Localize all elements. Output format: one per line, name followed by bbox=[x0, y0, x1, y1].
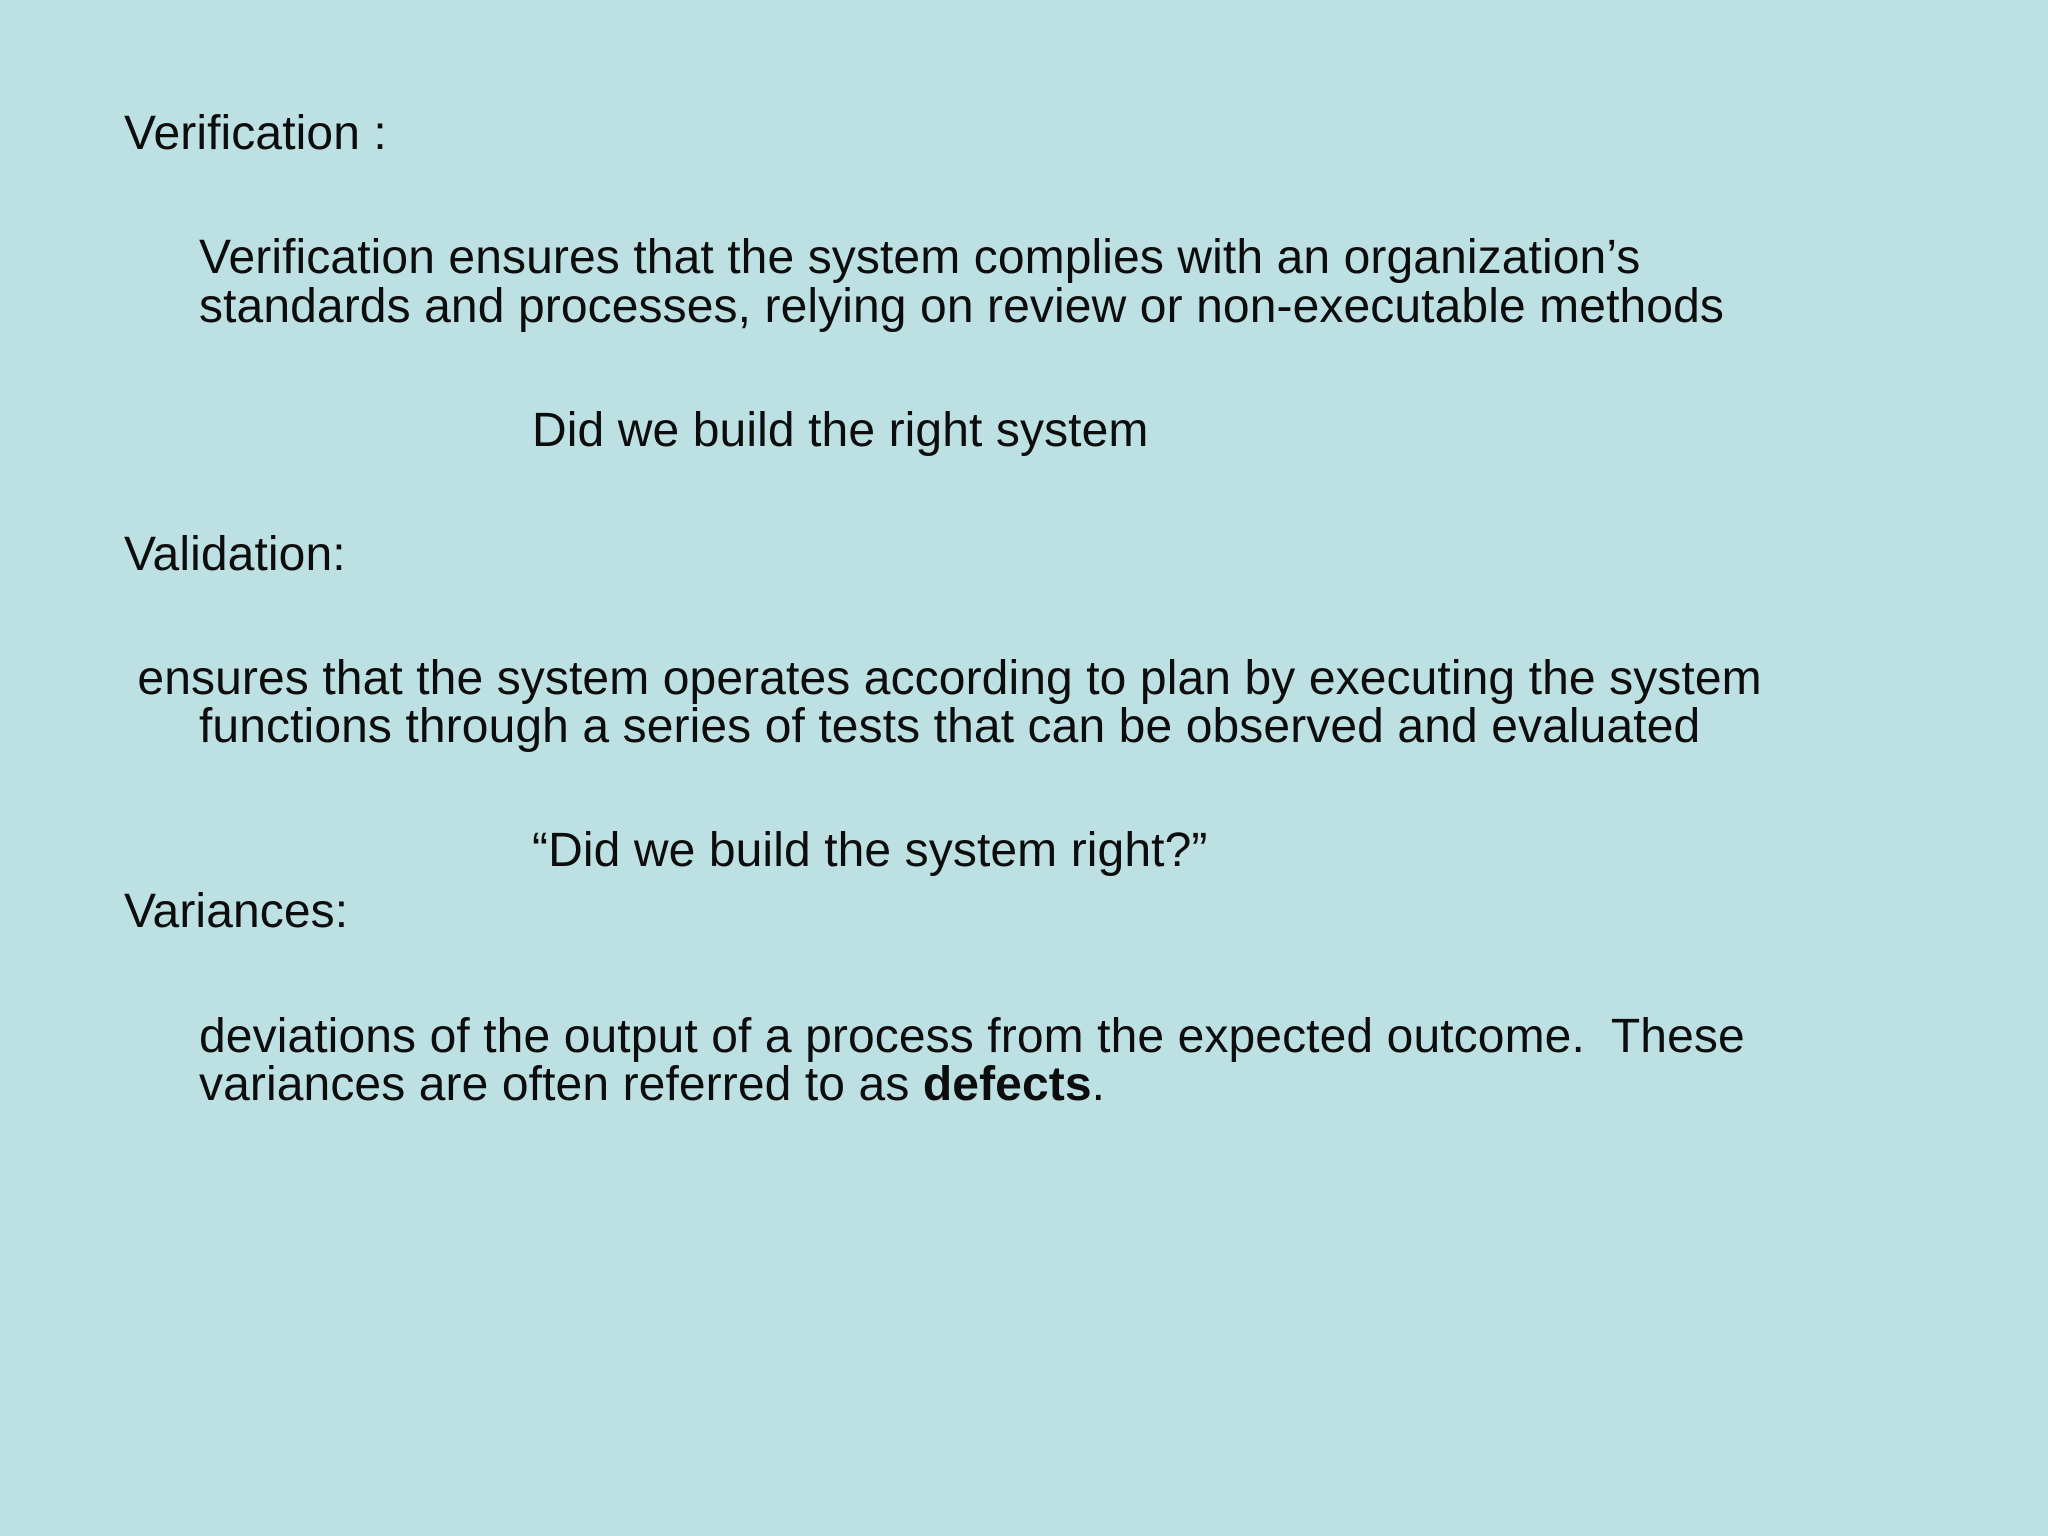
validation-definition-line-1: ensures that the system operates according to plan by executing the system bbox=[124, 652, 1762, 705]
verification-question: Did we build the right system bbox=[532, 404, 1149, 457]
validation-definition-line-2: functions through a series of tests that can be observed and evaluated bbox=[199, 700, 1701, 753]
verification-heading: Verification : bbox=[124, 107, 387, 160]
verification-definition-line-1: Verification ensures that the system complies with an organization’s bbox=[199, 231, 1641, 284]
variances-definition-line-1: deviations of the output of a process from the expected outcome. These bbox=[199, 1010, 1745, 1063]
validation-heading: Validation: bbox=[124, 528, 346, 581]
verification-definition-line-2: standards and processes, relying on review or non-executable methods bbox=[199, 280, 1724, 333]
variances-definition-suffix: . bbox=[1091, 1058, 1106, 1111]
validation-question: “Did we build the system right?” bbox=[532, 824, 1208, 877]
variances-definition-prefix: variances are often referred to as bbox=[199, 1058, 923, 1111]
defects-term: defects bbox=[922, 1058, 1092, 1111]
variances-definition-line-2 bbox=[199, 1058, 1106, 1111]
variances-heading: Variances: bbox=[124, 885, 349, 938]
